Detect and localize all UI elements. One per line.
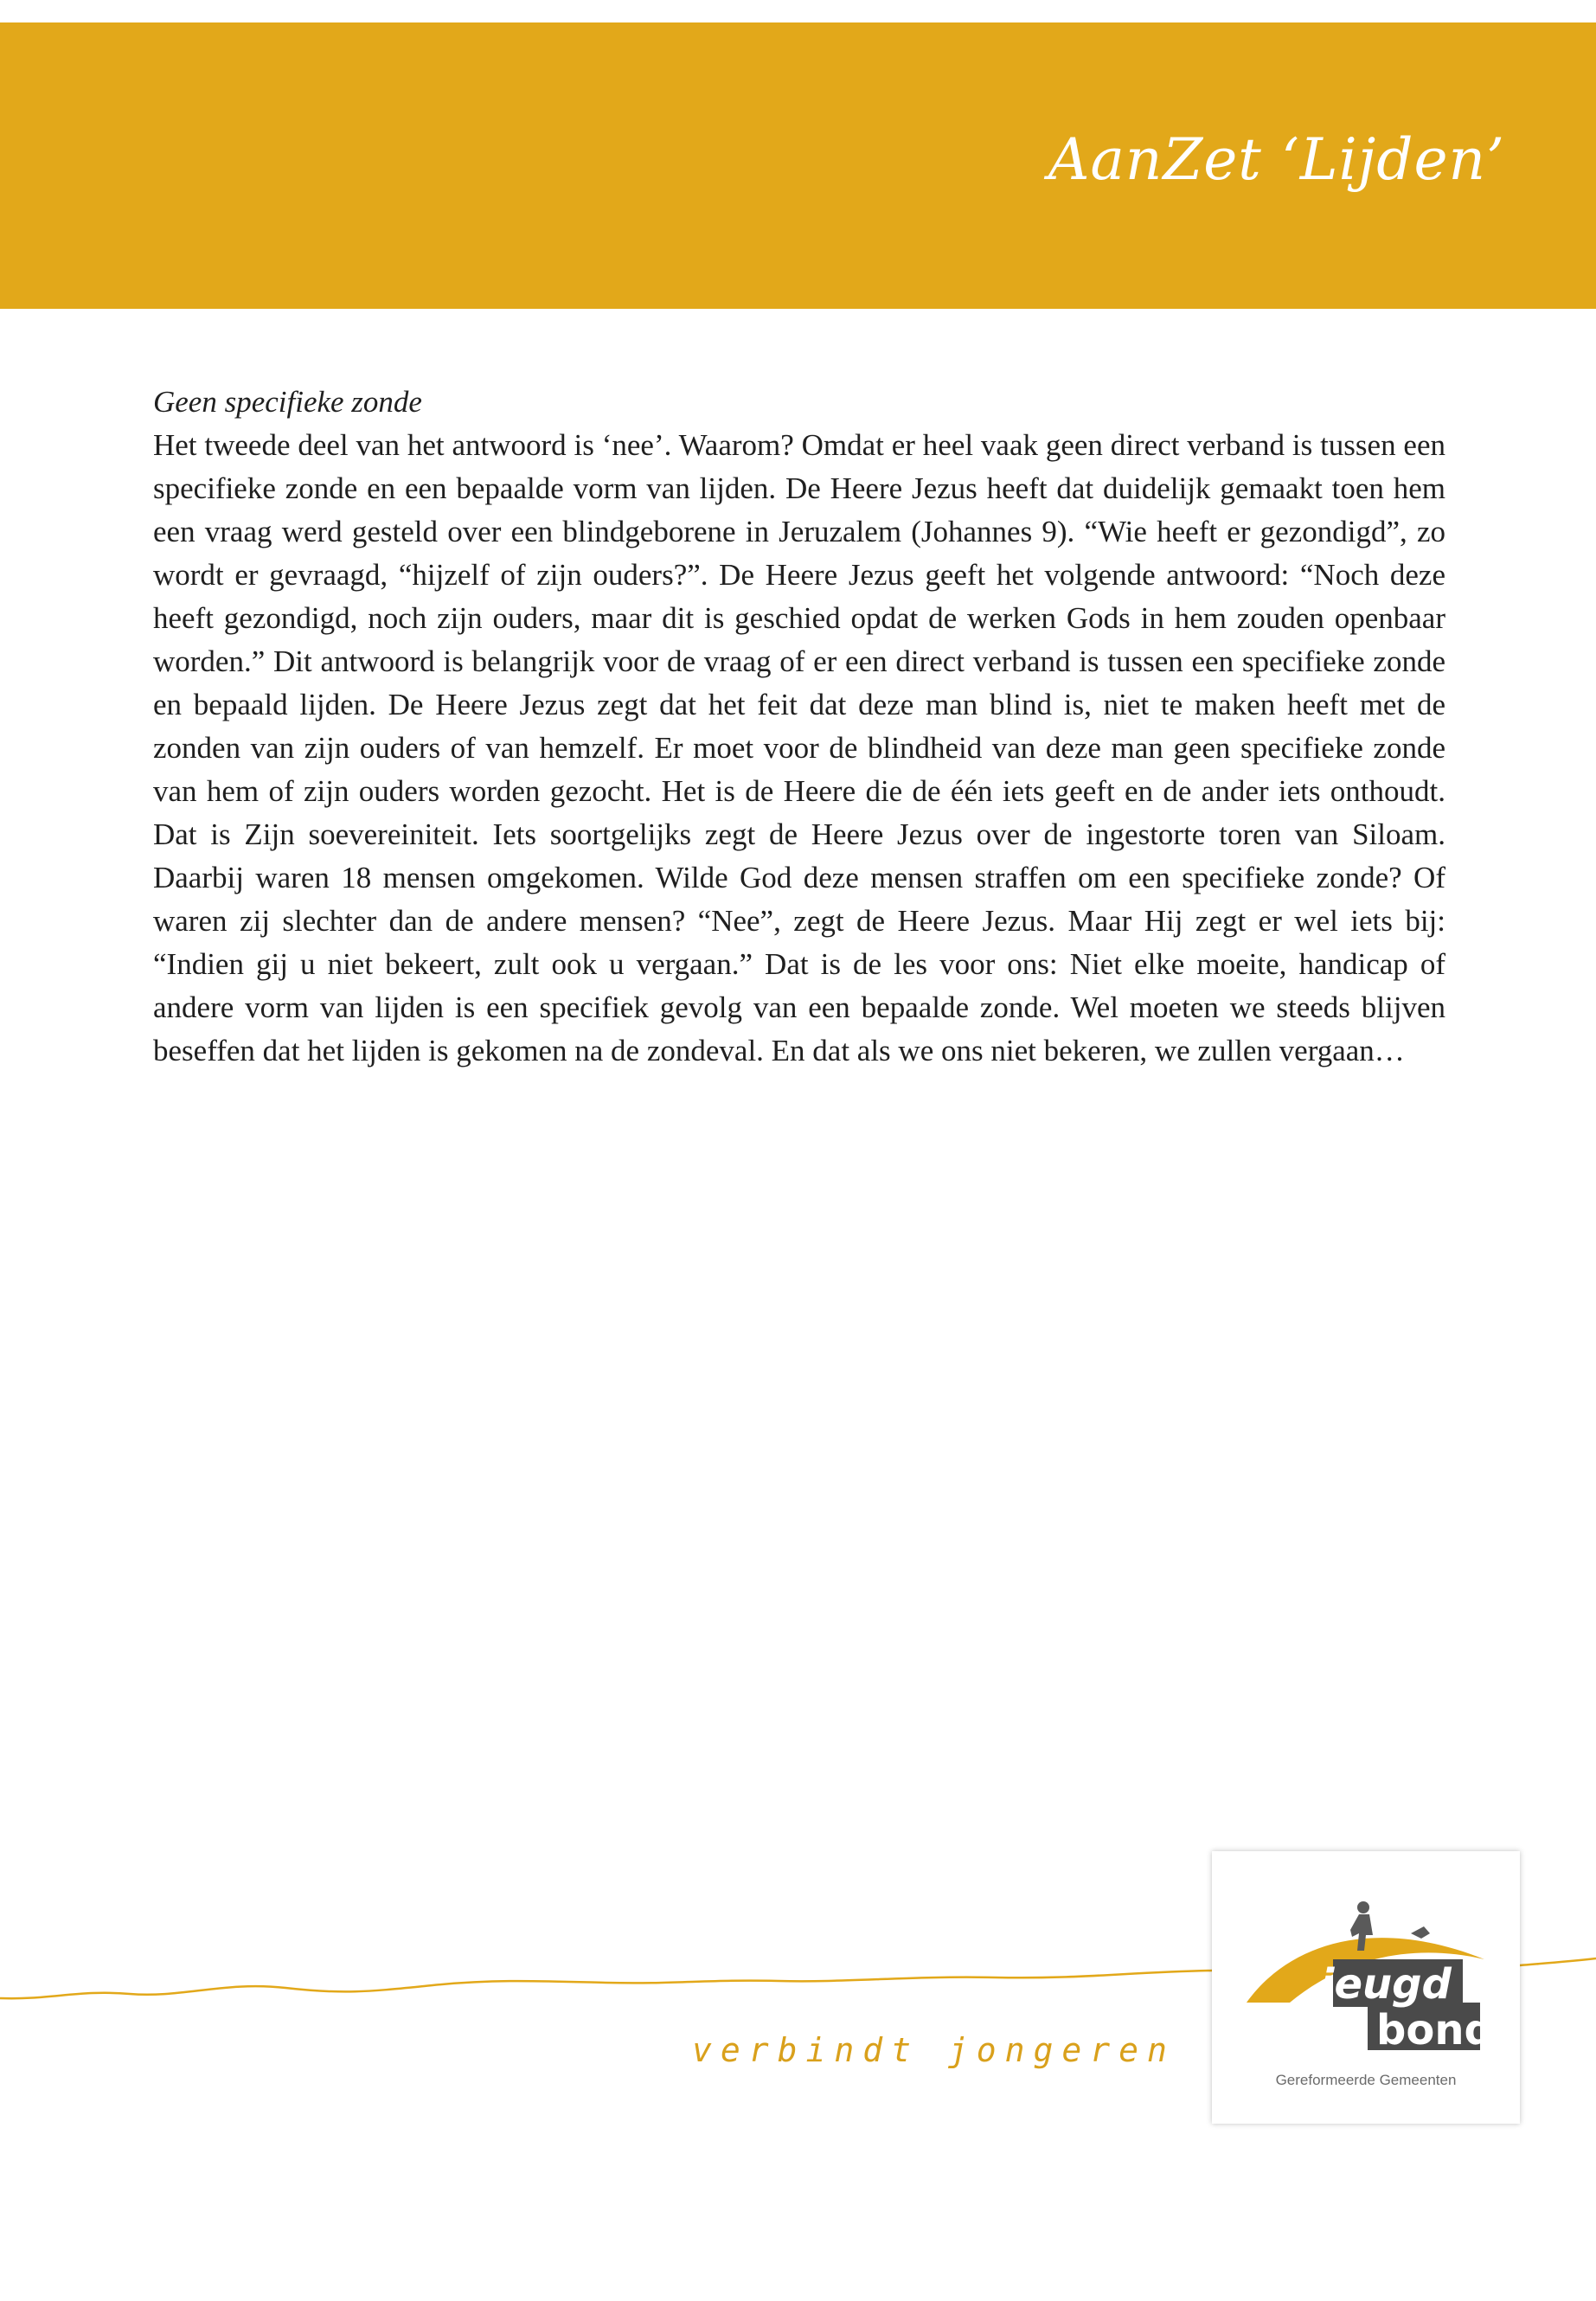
section-heading: Geen specifieke zonde	[153, 385, 422, 419]
header-band	[0, 22, 1596, 309]
article-content	[153, 381, 1445, 1073]
jeugdbond-logo	[1238, 1873, 1497, 2072]
section-paragraph: Het tweede deel van het antwoord is ‘nee’. Waarom? Omdat er heel vaak geen direct verband is tussen een specifieke zonde en een bepaalde vorm van lijden. De Heere Jezus heeft dat duidelijk gemaakt toen hem een vraag werd gesteld over een blindgeborene in Jeruzalem (Johannes 9). “Wie heeft er gezondigd”, zo wordt er gevraagd, “hijzelf of zijn ouders?”. De Heere Jezus geeft het volgende antwoord: “Noch deze heeft gezondigd, noch zijn ouders, maar dit is geschied opdat de werken Gods in hem zouden openbaar worden.” Dit antwoord is belangrijk voor de vraag of er een direct verband is tussen een specifieke zonde en bepaald lijden. De Heere Jezus zegt dat het feit dat deze man blind is, niet te maken heeft met de zonden van zijn ouders of van hemzelf. Er moet voor de blindheid van deze man geen specifieke zonde van hem of zijn ouders worden gezocht. Het is de Heere die de één iets geeft en de ander iets onthoudt. Dat is Zijn soevereiniteit. Iets soortgelijks zegt de Heere Jezus over de ingestorte toren van Siloam. Daarbij waren 18 mensen omgekomen. Wilde God deze mensen straffen om een specifieke zonde? Of waren zij slechter dan de andere mensen? “Nee”, zegt de Heere Jezus. Maar Hij zegt er wel iets bij: “Indien gij u niet bekeert, zult ook u vergaan.” Dat is de les voor ons: Niet elke moeite, handicap of andere vorm van lijden is een specifiek gevolg van een bepaalde zonde. Wel moeten we steeds blijven beseffen dat het lijden is gekomen na de zondeval. En dat als we ons niet bekeren, we zullen vergaan…	[153, 428, 1445, 1067]
jeugdbond-logo-card	[1212, 1851, 1520, 2124]
logo-word-jeugd: jeugd	[1320, 1960, 1452, 2009]
logo-word-bond: bond	[1376, 2006, 1494, 2054]
footer-tagline: verbindt jongeren	[692, 2031, 1176, 2069]
document-title: AanZet ‘Lijden’	[1048, 126, 1505, 193]
logo-subtitle: Gereformeerde Gemeenten	[1275, 2072, 1457, 2088]
